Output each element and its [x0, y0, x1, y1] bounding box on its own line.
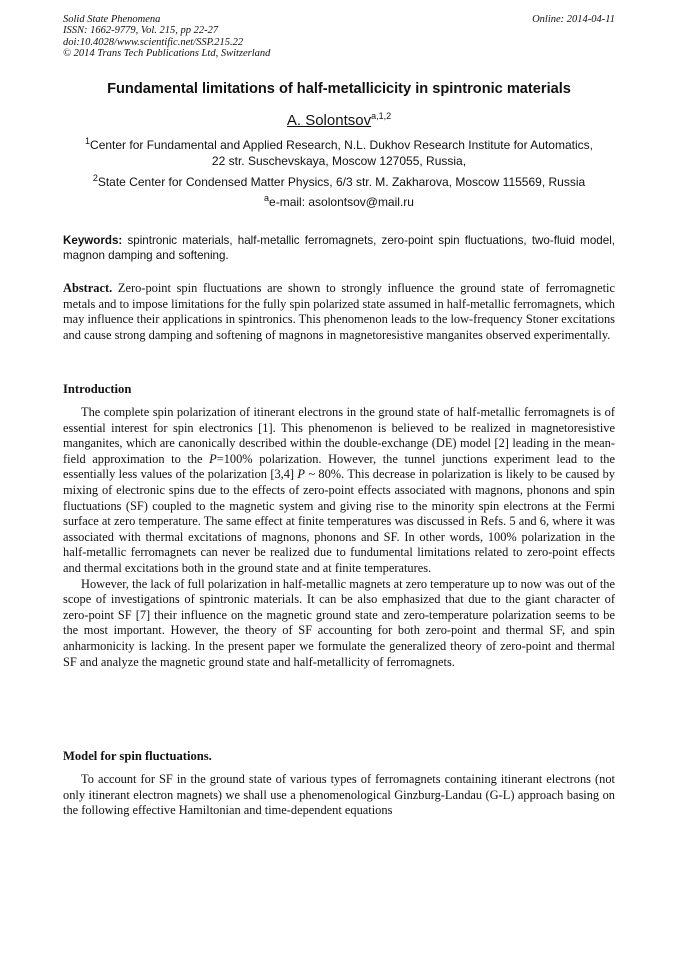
polarization-symbol-2: P — [297, 467, 305, 482]
abstract-text: Zero-point spin fluctuations are shown to strongly influence the ground state of ferromagnetic metals and to impose limitations for the fully spin polarized state assumed in half-metallic ferromagnets, which may influence their applications in spintronics. This phenomenon leads to the low-frequency Stoner excitations and cause strong damping and softening of magnons in magnetoresistive manganites observed experimentally. — [63, 281, 615, 342]
affiliation-1-line2: 22 str. Suschevskaya, Moscow 127055, Russia, — [211, 154, 467, 168]
affiliation-1-sup: 1 — [85, 136, 91, 146]
copyright-line: © 2014 Trans Tech Publications Ltd, Switzerland — [63, 48, 271, 60]
doi-line: doi:10.4028/www.scientific.net/SSP.215.22 — [63, 36, 244, 48]
introduction-paragraph-1 — [63, 405, 615, 577]
affiliation-1 — [63, 137, 615, 169]
introduction-paragraph-2: However, the lack of full polarization in half-metallic magnets at zero temperature up to now was out of the scope of investigations of spintronic materials. It can be also emphasized that due to the giant character of zero-point SF [7] their influence on the magnetic ground state and zero-temperature polarization seems to be the most important. However, the theory of SF accounting for both zero-point and thermal SF, and spin anharmonicity is lacking. In the present paper we formulate the generalized theory of zero-point and thermal SF and analyze the magnetic ground state and half-metallicity of ferromagnets. — [63, 576, 615, 669]
model-paragraph-1: To account for SF in the ground state of various types of ferromagnets containing itinerant electrons (not only itinerant electron magnets) we shall use a phenomenological Ginzburg-Landau (G-L) approach basing on the following effective Hamiltonian and time-dependent equations — [63, 772, 615, 818]
keywords-label: Keywords: — [63, 234, 123, 247]
abstract-label: Abstract. — [63, 281, 113, 295]
journal-name: Solid State Phenomena — [63, 14, 161, 25]
issn-line: ISSN: 1662-9779, Vol. 215, pp 22-27 — [63, 25, 219, 37]
author-sup: a,1,2 — [371, 111, 392, 121]
intro-p1-part-a: The complete spin polarization of itinerant electrons in the ground state of half-metallic ferromagnets is of essential interest for spin electronics [1]. This phenomenon is believed to be realized in magnetoresistive manganites, which are canonically described within the double-exchange (DE) model [2] leading in the mean-field approximation to the — [63, 405, 615, 466]
affiliation-2 — [63, 174, 615, 190]
model-body — [63, 772, 615, 819]
introduction-heading: Introduction — [63, 382, 132, 396]
keywords — [63, 233, 615, 263]
intro-p1-part-c: ~ 80%. This decrease in polarization is likely to be caused by mixing of electronic spins due to the effects of zero-point effects associated with magnons, phonons and spin fluctuations (SF) coupled to the magnetic system and giving rise to the minority spin electrons at the Fermi surface at zero temperature. The same effect at finite temperatures was discussed in Refs. 5 and 6, where it was associated with thermal excitations of magnons, phonons and SF. In other words, 100% polarization in the half-metallic ferromagnets can never be realized due to fundumental limitations related to zero-point effects and thermal excitations both in the ground state and at finite temperatures. — [63, 467, 615, 575]
affiliation-2-sup: 2 — [92, 173, 98, 183]
keywords-text: spintronic materials, half-metallic ferromagnets, zero-point spin fluctuations, two-fluid model, magnon damping and softening. — [63, 234, 615, 262]
online-date: Online: 2014-04-11 — [532, 14, 615, 25]
model-heading: Model for spin fluctuations. — [63, 749, 212, 763]
intro-p1-part-b: =100% polarization. However, the tunnel junctions experiment lead to the essentially less values of the polarization [3,4] — [63, 451, 615, 482]
affiliation-2-line1: State Center for Condensed Matter Physics, 6/3 str. M. Zakharova, Moscow 115569, Russia — [97, 175, 586, 189]
introduction-body — [63, 405, 615, 670]
journal-header — [63, 14, 615, 60]
affiliation-1-line1: Center for Fundamental and Applied Research, N.L. Dukhov Research Institute for Automatics, — [90, 138, 593, 152]
email-sup: a — [264, 193, 270, 203]
abstract — [63, 281, 615, 343]
author-name: A. Solontsov — [286, 112, 372, 129]
paper-title: Fundamental limitations of half-metallicicity in spintronic materials — [107, 81, 571, 97]
email-text: e-mail: asolontsov@mail.ru — [269, 195, 414, 209]
email-line — [63, 194, 615, 210]
author-line — [63, 112, 615, 129]
polarization-symbol-1: P — [209, 451, 217, 466]
